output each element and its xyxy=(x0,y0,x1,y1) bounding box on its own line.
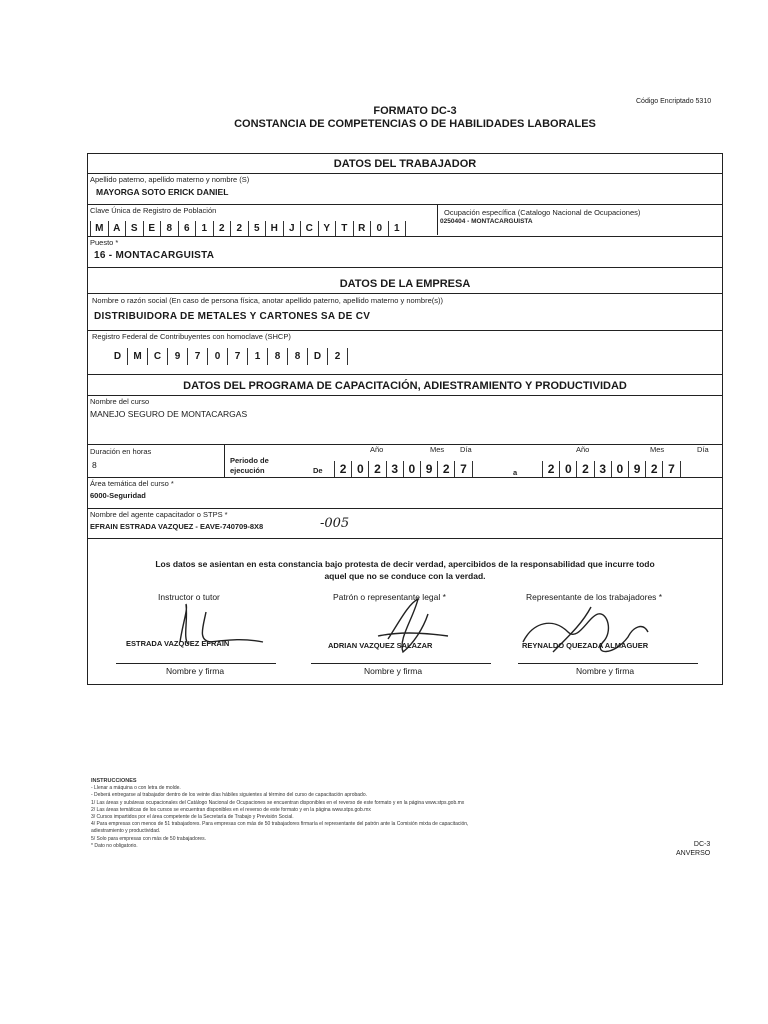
rfc-char-box: 9 xyxy=(168,348,188,365)
curp-char-box: J xyxy=(284,221,302,236)
instruction-item: 2/ Las áreas temáticas de los cursos se encuentran disponibles en el reverso de este formato y en la página www.stps.gob.mx xyxy=(91,806,371,813)
area-tematica-label: Área temática del curso * xyxy=(90,479,174,488)
fecha-fin-digit-box: 9 xyxy=(629,461,646,477)
curp-char-box: 1 xyxy=(389,221,407,236)
patron-caption: Nombre y firma xyxy=(364,666,423,676)
curp-char-box: 2 xyxy=(214,221,232,236)
section-title-programa: DATOS DEL PROGRAMA DE CAPACITACIÓN, ADIESTRAMIENTO Y PRODUCTIVIDAD xyxy=(183,380,627,392)
fecha-inicio-digit-box: 0 xyxy=(352,461,369,477)
curp-char-box: H xyxy=(266,221,284,236)
fecha-inicio-digit-box: 9 xyxy=(421,461,438,477)
duracion-label: Duración en horas xyxy=(90,447,152,456)
rfc-char-box: 7 xyxy=(228,348,248,365)
curso-label: Nombre del curso xyxy=(90,397,150,406)
curp-char-box: M xyxy=(91,221,109,236)
curp-char-box: 0 xyxy=(371,221,389,236)
fecha-fin-boxes xyxy=(542,461,681,477)
agente-handwritten-code: -005 xyxy=(320,516,350,531)
fecha-inicio-digit-box: 0 xyxy=(404,461,421,477)
curp-label: Clave Única de Registro de Población xyxy=(90,206,217,215)
ocupacion-value: 0250404 - MONTACARGUISTA xyxy=(440,218,533,225)
anio-label-end: Año xyxy=(576,445,590,454)
instruction-item: * Dato no obligatorio. xyxy=(91,842,138,849)
rfc-char-box: D xyxy=(308,348,328,365)
patron-name: ADRIAN VAZQUEZ SALAZAR xyxy=(328,641,433,650)
fecha-inicio-digit-box: 2 xyxy=(438,461,455,477)
curp-boxes xyxy=(90,221,406,236)
puesto-value: 16 - MONTACARGUISTA xyxy=(94,250,215,261)
periodo-label-2: ejecución xyxy=(230,466,265,475)
declaration-line-2: aquel que no se conduce con la verdad. xyxy=(324,571,486,581)
mes-label-end: Mes xyxy=(650,445,665,454)
section-title-trabajador: DATOS DEL TRABAJADOR xyxy=(333,158,477,170)
footer-side: ANVERSO xyxy=(676,850,711,857)
fecha-inicio-digit-box: 2 xyxy=(369,461,386,477)
rfc-char-box: C xyxy=(148,348,168,365)
rfc-char-box: 2 xyxy=(328,348,348,365)
dia-label-end: Día xyxy=(697,445,709,454)
curp-char-box: T xyxy=(336,221,354,236)
curp-char-box: 6 xyxy=(179,221,197,236)
fecha-fin-digit-box: 0 xyxy=(612,461,629,477)
instructor-caption: Nombre y firma xyxy=(166,666,225,676)
fecha-fin-digit-box: 2 xyxy=(646,461,663,477)
instruction-item: 1/ Las áreas y subáreas ocupacionales del Catálogo Nacional de Ocupaciones se encuentran disponibles en el reverso de este formato y en la página www.stps.gob.mx xyxy=(91,799,465,806)
curso-value: MANEJO SEGURO DE MONTACARGAS xyxy=(90,409,248,419)
dia-label-start: Día xyxy=(460,445,472,454)
footer-code: DC-3 xyxy=(693,841,711,848)
patron-role-label: Patrón o representante legal * xyxy=(333,592,446,602)
fecha-inicio-digit-box: 2 xyxy=(335,461,352,477)
instructions-title: INSTRUCCIONES xyxy=(91,778,137,784)
periodo-label-1: Periodo de xyxy=(230,456,269,465)
trabajadores-name: REYNALDO QUEZADA ALMAGUER xyxy=(522,641,649,650)
curp-char-box: 5 xyxy=(249,221,267,236)
duracion-value: 8 xyxy=(92,460,97,470)
section-title-empresa: DATOS DE LA EMPRESA xyxy=(339,278,471,290)
form-subtitle: CONSTANCIA DE COMPETENCIAS O DE HABILIDADES LABORALES xyxy=(234,118,596,130)
instruction-item: - Llenar a máquina o con letra de molde. xyxy=(91,785,181,792)
razon-social-value: DISTRIBUIDORA DE METALES Y CARTONES SA DE CV xyxy=(94,311,371,322)
rfc-label: Registro Federal de Contribuyentes con homoclave (SHCP) xyxy=(92,332,291,341)
a-label: a xyxy=(513,468,518,477)
curp-char-box: 8 xyxy=(161,221,179,236)
fecha-inicio-digit-box: 7 xyxy=(455,461,472,477)
area-tematica-value: 6000-Seguridad xyxy=(90,491,146,500)
instructor-role-label: Instructor o tutor xyxy=(158,592,220,602)
mes-label-start: Mes xyxy=(430,445,445,454)
curp-char-box: Y xyxy=(319,221,337,236)
trabajadores-signature-icon xyxy=(513,602,653,662)
encrypted-code-label: Código Encriptado 5310 xyxy=(636,98,712,105)
puesto-label: Puesto * xyxy=(90,238,119,247)
fecha-inicio-digit-box: 3 xyxy=(387,461,404,477)
fecha-fin-digit-box: 2 xyxy=(543,461,560,477)
curp-char-box: S xyxy=(126,221,144,236)
rfc-boxes xyxy=(108,348,348,365)
fecha-fin-digit-box: 0 xyxy=(560,461,577,477)
rfc-char-box: 7 xyxy=(188,348,208,365)
dc3-form xyxy=(87,153,723,685)
declaration-line-1: Los datos se asientan en esta constancia bajo protesta de decir verdad, apercibidos de la responsabilidad que incurre todo xyxy=(155,559,655,569)
rfc-char-box: 8 xyxy=(288,348,308,365)
curp-char-box: A xyxy=(109,221,127,236)
instruction-item: 5/ Solo para empresas con más de 50 trabajadores. xyxy=(91,835,207,842)
instructions-block xyxy=(91,778,468,850)
rfc-char-box: 8 xyxy=(268,348,288,365)
curp-char-box: R xyxy=(354,221,372,236)
instruction-item: adiestramiento y productividad. xyxy=(91,828,161,835)
instruction-item: 4/ Para empresas con menos de 51 trabajadores. Para empresas con más de 50 trabajadores firmaría el representante del patrón ante la Comisión mixta de capacitación, xyxy=(91,821,469,828)
worker-name: MAYORGA SOTO ERICK DANIEL xyxy=(96,187,229,197)
instruction-item: 3/ Cursos impartidos por el área competente de la Secretaría de Trabajo y Previsión Social. xyxy=(91,814,294,821)
rfc-char-box: 0 xyxy=(208,348,228,365)
fecha-fin-digit-box: 3 xyxy=(595,461,612,477)
ocupacion-label: Ocupación específica (Catalogo Nacional de Ocupaciones) xyxy=(444,208,641,217)
rfc-char-box: D xyxy=(108,348,128,365)
anio-label-start: Año xyxy=(370,445,384,454)
rfc-char-box: 1 xyxy=(248,348,268,365)
curp-char-box: C xyxy=(301,221,319,236)
razon-social-label: Nombre o razón social (En caso de persona física, anotar apellido paterno, apellido materno y nombre(s)) xyxy=(92,296,444,305)
agente-label: Nombre del agente capacitador o STPS * xyxy=(90,510,228,519)
curp-char-box: 2 xyxy=(231,221,249,236)
curp-char-box: 1 xyxy=(196,221,214,236)
instructor-name: ESTRADA VAZQUEZ EFRAIN xyxy=(126,639,230,648)
worker-name-label: Apellido paterno, apellido materno y nombre (S) xyxy=(90,175,250,184)
de-label: De xyxy=(313,466,323,475)
agente-value: EFRAIN ESTRADA VAZQUEZ - EAVE-740709-8X8 xyxy=(90,522,264,531)
form-footer xyxy=(676,840,710,858)
fecha-inicio-boxes xyxy=(334,461,473,477)
fecha-fin-digit-box: 7 xyxy=(663,461,680,477)
fecha-fin-digit-box: 2 xyxy=(577,461,594,477)
rfc-char-box: M xyxy=(128,348,148,365)
instruction-item: - Deberá entregarse al trabajador dentro de los veinte días hábiles siguientes al término del curso de capacitación aprobado. xyxy=(91,792,368,799)
form-title: FORMATO DC-3 xyxy=(373,105,457,117)
curp-char-box: E xyxy=(144,221,162,236)
trabajadores-role-label: Representante de los trabajadores * xyxy=(526,592,663,602)
trabajadores-caption: Nombre y firma xyxy=(576,666,635,676)
